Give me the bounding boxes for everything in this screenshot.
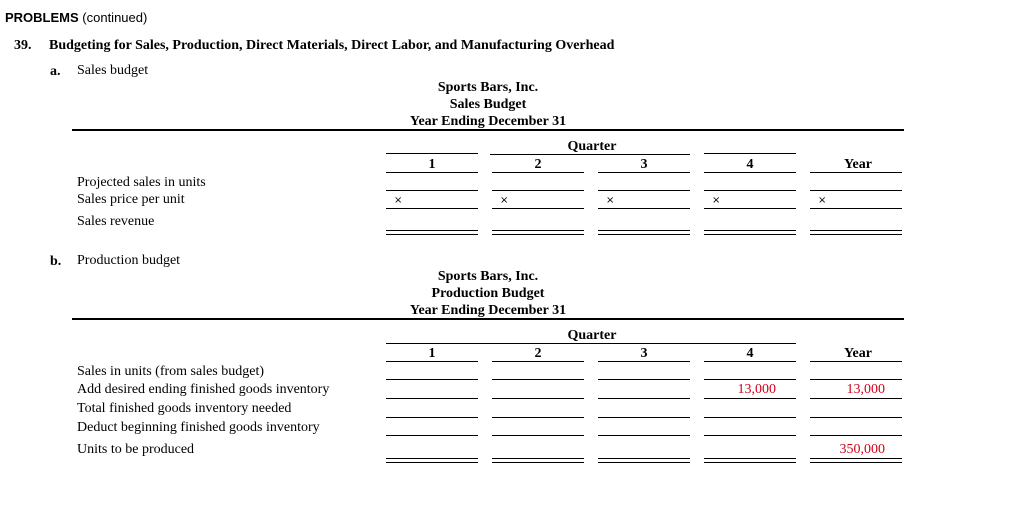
prod-produced-cell-1: [386, 458, 478, 463]
sales-row-price: Sales price per unit: [77, 192, 185, 207]
production-row-sales-units: Sales in units (from sales budget): [77, 364, 265, 379]
prod-total-cell-1: [386, 417, 478, 418]
section-a-letter: a.: [50, 64, 61, 79]
production-company-name: Sports Bars, Inc.: [437, 269, 539, 284]
prod-ending-cell-3: [598, 398, 690, 399]
production-colhead-underline-1: [386, 361, 478, 362]
prod-units-produced-year-value: 350,000: [839, 442, 885, 457]
page-header: [5, 10, 147, 25]
sales-budget-name: Sales Budget: [449, 97, 527, 112]
sales-colhead-underline-1: [386, 172, 478, 173]
sales-units-cell-2: [492, 190, 584, 191]
production-period: Year Ending December 31: [409, 303, 567, 318]
prod-produced-cell-4: [704, 458, 796, 463]
prod-sales-cell-2: [492, 379, 584, 380]
prod-beginning-cell-4: [704, 435, 796, 436]
sales-price-cell-year: [810, 208, 902, 209]
sales-price-cell-4: [704, 208, 796, 209]
prod-total-cell-4: [704, 417, 796, 418]
sales-colhead-rule-1: [386, 153, 478, 154]
sales-colhead-underline-year: [810, 172, 902, 173]
sales-quarter-rule: [490, 154, 690, 155]
prod-sales-cell-1: [386, 379, 478, 380]
production-header-rule: [72, 318, 904, 320]
sales-revenue-cell-year: [810, 230, 902, 235]
problem-number: 39.: [14, 38, 32, 53]
production-row-beginning-inventory: Deduct beginning finished goods inventory: [77, 420, 320, 435]
sales-revenue-cell-4: [704, 230, 796, 235]
sales-price-cell-3: [598, 208, 690, 209]
sales-mult-3: ×: [606, 195, 615, 206]
production-quarter-rule: [386, 343, 796, 344]
production-col-3: 3: [640, 346, 648, 361]
sales-revenue-cell-2: [492, 230, 584, 235]
sales-quarter-label: Quarter: [567, 139, 617, 154]
production-col-4: 4: [746, 346, 754, 361]
prod-produced-cell-3: [598, 458, 690, 463]
production-quarter-label: Quarter: [567, 328, 617, 343]
production-row-total-needed: Total finished goods inventory needed: [77, 401, 292, 416]
prod-sales-cell-4: [704, 379, 796, 380]
production-colhead-underline-2: [492, 361, 584, 362]
sales-units-cell-year: [810, 190, 902, 191]
prod-total-cell-2: [492, 417, 584, 418]
prod-ending-cell-4: [704, 398, 796, 399]
page-header-rest: (continued): [78, 10, 148, 25]
sales-mult-year: ×: [818, 195, 827, 206]
prod-beginning-cell-2: [492, 435, 584, 436]
section-a-label: Sales budget: [77, 63, 149, 78]
prod-produced-cell-2: [492, 458, 584, 463]
sales-col-4: 4: [746, 157, 754, 172]
sales-revenue-cell-1: [386, 230, 478, 235]
sales-price-cell-1: [386, 208, 478, 209]
prod-ending-inventory-year-value: 13,000: [846, 382, 885, 397]
sales-company-name: Sports Bars, Inc.: [437, 80, 539, 95]
sales-mult-1: ×: [394, 195, 403, 206]
production-row-ending-inventory: Add desired ending finished goods inventory: [77, 382, 330, 397]
prod-sales-cell-year: [810, 379, 902, 380]
production-col-year: Year: [844, 346, 872, 361]
sales-row-units: Projected sales in units: [77, 175, 206, 190]
sales-row-revenue: Sales revenue: [77, 214, 155, 229]
sales-header-rule: [72, 129, 904, 131]
sales-mult-2: ×: [500, 195, 509, 206]
prod-beginning-cell-1: [386, 435, 478, 436]
sales-colhead-underline-4: [704, 172, 796, 173]
prod-ending-cell-2: [492, 398, 584, 399]
prod-total-cell-3: [598, 417, 690, 418]
sales-period: Year Ending December 31: [409, 114, 567, 129]
production-col-1: 1: [428, 346, 436, 361]
sales-units-cell-3: [598, 190, 690, 191]
sales-price-cell-2: [492, 208, 584, 209]
sales-mult-4: ×: [712, 195, 721, 206]
page-header-bold: PROBLEMS: [5, 10, 79, 25]
prod-sales-cell-3: [598, 379, 690, 380]
prod-beginning-cell-year: [810, 435, 902, 436]
prod-total-cell-year: [810, 417, 902, 418]
prod-produced-cell-year: [810, 458, 902, 463]
sales-col-1: 1: [428, 157, 436, 172]
prod-ending-inventory-q4-value: 13,000: [737, 382, 776, 397]
sales-colhead-underline-2: [492, 172, 584, 173]
production-col-2: 2: [534, 346, 542, 361]
section-b-label: Production budget: [77, 253, 181, 268]
prod-beginning-cell-3: [598, 435, 690, 436]
problem-title: Budgeting for Sales, Production, Direct Materials, Direct Labor, and Manufacturing Overhead: [49, 38, 615, 53]
production-colhead-underline-4: [704, 361, 796, 362]
section-b-letter: b.: [50, 254, 62, 269]
production-colhead-underline-3: [598, 361, 690, 362]
sales-colhead-rule-4: [704, 153, 796, 154]
sales-units-cell-1: [386, 190, 478, 191]
sales-units-cell-4: [704, 190, 796, 191]
sales-col-year: Year: [844, 157, 872, 172]
sales-col-2: 2: [534, 157, 542, 172]
sales-col-3: 3: [640, 157, 648, 172]
production-row-units-produced: Units to be produced: [77, 442, 195, 457]
sales-colhead-underline-3: [598, 172, 690, 173]
prod-ending-cell-1: [386, 398, 478, 399]
prod-ending-cell-year: [810, 398, 902, 399]
sales-revenue-cell-3: [598, 230, 690, 235]
production-colhead-underline-year: [810, 361, 902, 362]
production-budget-name: Production Budget: [431, 286, 545, 301]
